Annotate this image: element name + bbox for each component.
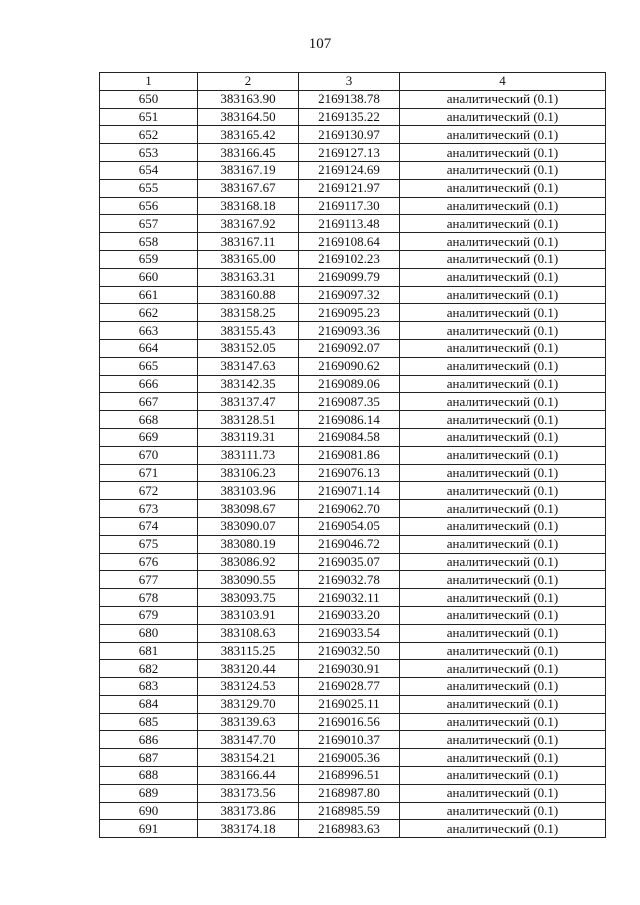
point-number-cell: 678 (100, 589, 198, 607)
x-coordinate-cell: 383167.11 (198, 233, 299, 251)
y-coordinate-cell: 2169093.36 (299, 322, 400, 340)
y-coordinate-cell: 2169099.79 (299, 268, 400, 286)
header-cell-3: 3 (299, 73, 400, 91)
table-row (100, 464, 606, 482)
point-number-cell: 654 (100, 161, 198, 179)
table-row (100, 500, 606, 518)
point-number-cell: 681 (100, 642, 198, 660)
x-coordinate-cell: 383128.51 (198, 411, 299, 429)
x-coordinate-cell: 383163.31 (198, 268, 299, 286)
x-coordinate-cell: 383163.90 (198, 90, 299, 108)
table-row (100, 179, 606, 197)
coordinates-table (99, 72, 606, 838)
x-coordinate-cell: 383115.25 (198, 642, 299, 660)
table-row (100, 286, 606, 304)
method-cell: аналитический (0.1) (400, 322, 606, 340)
point-number-cell: 671 (100, 464, 198, 482)
x-coordinate-cell: 383166.45 (198, 144, 299, 162)
point-number-cell: 653 (100, 144, 198, 162)
point-number-cell: 683 (100, 678, 198, 696)
y-coordinate-cell: 2169035.07 (299, 553, 400, 571)
method-cell: аналитический (0.1) (400, 606, 606, 624)
x-coordinate-cell: 383090.07 (198, 517, 299, 535)
point-number-cell: 650 (100, 90, 198, 108)
x-coordinate-cell: 383098.67 (198, 500, 299, 518)
table-row (100, 731, 606, 749)
point-number-cell: 675 (100, 535, 198, 553)
point-number-cell: 668 (100, 411, 198, 429)
y-coordinate-cell: 2168985.59 (299, 802, 400, 820)
table-row (100, 660, 606, 678)
point-number-cell: 662 (100, 304, 198, 322)
x-coordinate-cell: 383158.25 (198, 304, 299, 322)
header-cell-1: 1 (100, 73, 198, 91)
method-cell: аналитический (0.1) (400, 126, 606, 144)
header-cell-4: 4 (400, 73, 606, 91)
point-number-cell: 684 (100, 695, 198, 713)
header-row (100, 73, 606, 91)
table-row (100, 90, 606, 108)
point-number-cell: 658 (100, 233, 198, 251)
y-coordinate-cell: 2169135.22 (299, 108, 400, 126)
point-number-cell: 682 (100, 660, 198, 678)
x-coordinate-cell: 383147.70 (198, 731, 299, 749)
method-cell: аналитический (0.1) (400, 553, 606, 571)
method-cell: аналитический (0.1) (400, 215, 606, 233)
point-number-cell: 677 (100, 571, 198, 589)
y-coordinate-cell: 2169028.77 (299, 678, 400, 696)
x-coordinate-cell: 383103.91 (198, 606, 299, 624)
table-row (100, 589, 606, 607)
y-coordinate-cell: 2169108.64 (299, 233, 400, 251)
method-cell: аналитический (0.1) (400, 197, 606, 215)
table-row (100, 197, 606, 215)
point-number-cell: 666 (100, 375, 198, 393)
x-coordinate-cell: 383111.73 (198, 446, 299, 464)
y-coordinate-cell: 2169084.58 (299, 428, 400, 446)
x-coordinate-cell: 383167.19 (198, 161, 299, 179)
x-coordinate-cell: 383166.44 (198, 767, 299, 785)
y-coordinate-cell: 2169046.72 (299, 535, 400, 553)
x-coordinate-cell: 383165.00 (198, 250, 299, 268)
x-coordinate-cell: 383147.63 (198, 357, 299, 375)
method-cell: аналитический (0.1) (400, 161, 606, 179)
table-row (100, 571, 606, 589)
point-number-cell: 664 (100, 339, 198, 357)
y-coordinate-cell: 2169071.14 (299, 482, 400, 500)
table-row (100, 428, 606, 446)
y-coordinate-cell: 2169121.97 (299, 179, 400, 197)
y-coordinate-cell: 2169033.54 (299, 624, 400, 642)
method-cell: аналитический (0.1) (400, 375, 606, 393)
point-number-cell: 689 (100, 784, 198, 802)
method-cell: аналитический (0.1) (400, 731, 606, 749)
method-cell: аналитический (0.1) (400, 179, 606, 197)
table-row (100, 339, 606, 357)
method-cell: аналитический (0.1) (400, 784, 606, 802)
x-coordinate-cell: 383174.18 (198, 820, 299, 838)
method-cell: аналитический (0.1) (400, 695, 606, 713)
method-cell: аналитический (0.1) (400, 144, 606, 162)
y-coordinate-cell: 2169062.70 (299, 500, 400, 518)
method-cell: аналитический (0.1) (400, 464, 606, 482)
method-cell: аналитический (0.1) (400, 624, 606, 642)
y-coordinate-cell: 2169025.11 (299, 695, 400, 713)
table-row (100, 322, 606, 340)
point-number-cell: 656 (100, 197, 198, 215)
point-number-cell: 674 (100, 517, 198, 535)
y-coordinate-cell: 2169087.35 (299, 393, 400, 411)
table-row (100, 446, 606, 464)
y-coordinate-cell: 2169127.13 (299, 144, 400, 162)
x-coordinate-cell: 383164.50 (198, 108, 299, 126)
y-coordinate-cell: 2169138.78 (299, 90, 400, 108)
method-cell: аналитический (0.1) (400, 304, 606, 322)
table-row (100, 642, 606, 660)
method-cell: аналитический (0.1) (400, 357, 606, 375)
header-cell-2: 2 (198, 73, 299, 91)
y-coordinate-cell: 2169030.91 (299, 660, 400, 678)
method-cell: аналитический (0.1) (400, 90, 606, 108)
y-coordinate-cell: 2169054.05 (299, 517, 400, 535)
y-coordinate-cell: 2169016.56 (299, 713, 400, 731)
method-cell: аналитический (0.1) (400, 250, 606, 268)
table-row (100, 553, 606, 571)
method-cell: аналитический (0.1) (400, 411, 606, 429)
point-number-cell: 673 (100, 500, 198, 518)
y-coordinate-cell: 2169092.07 (299, 339, 400, 357)
x-coordinate-cell: 383173.86 (198, 802, 299, 820)
point-number-cell: 652 (100, 126, 198, 144)
method-cell: аналитический (0.1) (400, 767, 606, 785)
y-coordinate-cell: 2169102.23 (299, 250, 400, 268)
method-cell: аналитический (0.1) (400, 678, 606, 696)
method-cell: аналитический (0.1) (400, 820, 606, 838)
point-number-cell: 686 (100, 731, 198, 749)
method-cell: аналитический (0.1) (400, 233, 606, 251)
y-coordinate-cell: 2169032.78 (299, 571, 400, 589)
method-cell: аналитический (0.1) (400, 286, 606, 304)
method-cell: аналитический (0.1) (400, 339, 606, 357)
point-number-cell: 660 (100, 268, 198, 286)
x-coordinate-cell: 383103.96 (198, 482, 299, 500)
method-cell: аналитический (0.1) (400, 108, 606, 126)
point-number-cell: 679 (100, 606, 198, 624)
x-coordinate-cell: 383167.92 (198, 215, 299, 233)
point-number-cell: 661 (100, 286, 198, 304)
table-row (100, 784, 606, 802)
point-number-cell: 685 (100, 713, 198, 731)
point-number-cell: 663 (100, 322, 198, 340)
x-coordinate-cell: 383120.44 (198, 660, 299, 678)
y-coordinate-cell: 2169086.14 (299, 411, 400, 429)
method-cell: аналитический (0.1) (400, 393, 606, 411)
y-coordinate-cell: 2169097.32 (299, 286, 400, 304)
method-cell: аналитический (0.1) (400, 571, 606, 589)
y-coordinate-cell: 2169095.23 (299, 304, 400, 322)
point-number-cell: 667 (100, 393, 198, 411)
x-coordinate-cell: 383129.70 (198, 695, 299, 713)
point-number-cell: 655 (100, 179, 198, 197)
method-cell: аналитический (0.1) (400, 500, 606, 518)
y-coordinate-cell: 2169130.97 (299, 126, 400, 144)
y-coordinate-cell: 2169117.30 (299, 197, 400, 215)
y-coordinate-cell: 2169032.11 (299, 589, 400, 607)
table-row (100, 233, 606, 251)
table-row (100, 126, 606, 144)
y-coordinate-cell: 2169032.50 (299, 642, 400, 660)
table-row (100, 535, 606, 553)
x-coordinate-cell: 383108.63 (198, 624, 299, 642)
point-number-cell: 680 (100, 624, 198, 642)
x-coordinate-cell: 383168.18 (198, 197, 299, 215)
y-coordinate-cell: 2168987.80 (299, 784, 400, 802)
table-row (100, 767, 606, 785)
table-row (100, 606, 606, 624)
x-coordinate-cell: 383165.42 (198, 126, 299, 144)
table-row (100, 820, 606, 838)
point-number-cell: 690 (100, 802, 198, 820)
table-row (100, 802, 606, 820)
point-number-cell: 687 (100, 749, 198, 767)
table-body (100, 90, 606, 837)
point-number-cell: 691 (100, 820, 198, 838)
method-cell: аналитический (0.1) (400, 660, 606, 678)
y-coordinate-cell: 2168983.63 (299, 820, 400, 838)
method-cell: аналитический (0.1) (400, 749, 606, 767)
y-coordinate-cell: 2169005.36 (299, 749, 400, 767)
x-coordinate-cell: 383086.92 (198, 553, 299, 571)
x-coordinate-cell: 383154.21 (198, 749, 299, 767)
method-cell: аналитический (0.1) (400, 268, 606, 286)
point-number-cell: 670 (100, 446, 198, 464)
method-cell: аналитический (0.1) (400, 713, 606, 731)
table-row (100, 624, 606, 642)
table-row (100, 215, 606, 233)
point-number-cell: 665 (100, 357, 198, 375)
point-number-cell: 657 (100, 215, 198, 233)
table-row (100, 357, 606, 375)
x-coordinate-cell: 383173.56 (198, 784, 299, 802)
method-cell: аналитический (0.1) (400, 446, 606, 464)
method-cell: аналитический (0.1) (400, 517, 606, 535)
table-row (100, 268, 606, 286)
y-coordinate-cell: 2169081.86 (299, 446, 400, 464)
table-row (100, 161, 606, 179)
x-coordinate-cell: 383080.19 (198, 535, 299, 553)
x-coordinate-cell: 383152.05 (198, 339, 299, 357)
x-coordinate-cell: 383142.35 (198, 375, 299, 393)
point-number-cell: 669 (100, 428, 198, 446)
page-number: 107 (308, 36, 332, 52)
table-row (100, 108, 606, 126)
y-coordinate-cell: 2168996.51 (299, 767, 400, 785)
table-row (100, 250, 606, 268)
table-row (100, 411, 606, 429)
x-coordinate-cell: 383139.63 (198, 713, 299, 731)
method-cell: аналитический (0.1) (400, 535, 606, 553)
table-row (100, 517, 606, 535)
y-coordinate-cell: 2169076.13 (299, 464, 400, 482)
table-row (100, 393, 606, 411)
table-row (100, 695, 606, 713)
method-cell: аналитический (0.1) (400, 428, 606, 446)
x-coordinate-cell: 383106.23 (198, 464, 299, 482)
method-cell: аналитический (0.1) (400, 482, 606, 500)
x-coordinate-cell: 383137.47 (198, 393, 299, 411)
x-coordinate-cell: 383119.31 (198, 428, 299, 446)
point-number-cell: 688 (100, 767, 198, 785)
point-number-cell: 651 (100, 108, 198, 126)
x-coordinate-cell: 383167.67 (198, 179, 299, 197)
method-cell: аналитический (0.1) (400, 802, 606, 820)
table-row (100, 304, 606, 322)
y-coordinate-cell: 2169113.48 (299, 215, 400, 233)
table-row (100, 375, 606, 393)
y-coordinate-cell: 2169090.62 (299, 357, 400, 375)
table-row (100, 678, 606, 696)
x-coordinate-cell: 383124.53 (198, 678, 299, 696)
y-coordinate-cell: 2169033.20 (299, 606, 400, 624)
point-number-cell: 659 (100, 250, 198, 268)
point-number-cell: 672 (100, 482, 198, 500)
y-coordinate-cell: 2169010.37 (299, 731, 400, 749)
x-coordinate-cell: 383155.43 (198, 322, 299, 340)
table-row (100, 749, 606, 767)
method-cell: аналитический (0.1) (400, 589, 606, 607)
x-coordinate-cell: 383090.55 (198, 571, 299, 589)
point-number-cell: 676 (100, 553, 198, 571)
y-coordinate-cell: 2169124.69 (299, 161, 400, 179)
x-coordinate-cell: 383160.88 (198, 286, 299, 304)
y-coordinate-cell: 2169089.06 (299, 375, 400, 393)
method-cell: аналитический (0.1) (400, 642, 606, 660)
table-row (100, 482, 606, 500)
x-coordinate-cell: 383093.75 (198, 589, 299, 607)
table-row (100, 713, 606, 731)
table-row (100, 144, 606, 162)
